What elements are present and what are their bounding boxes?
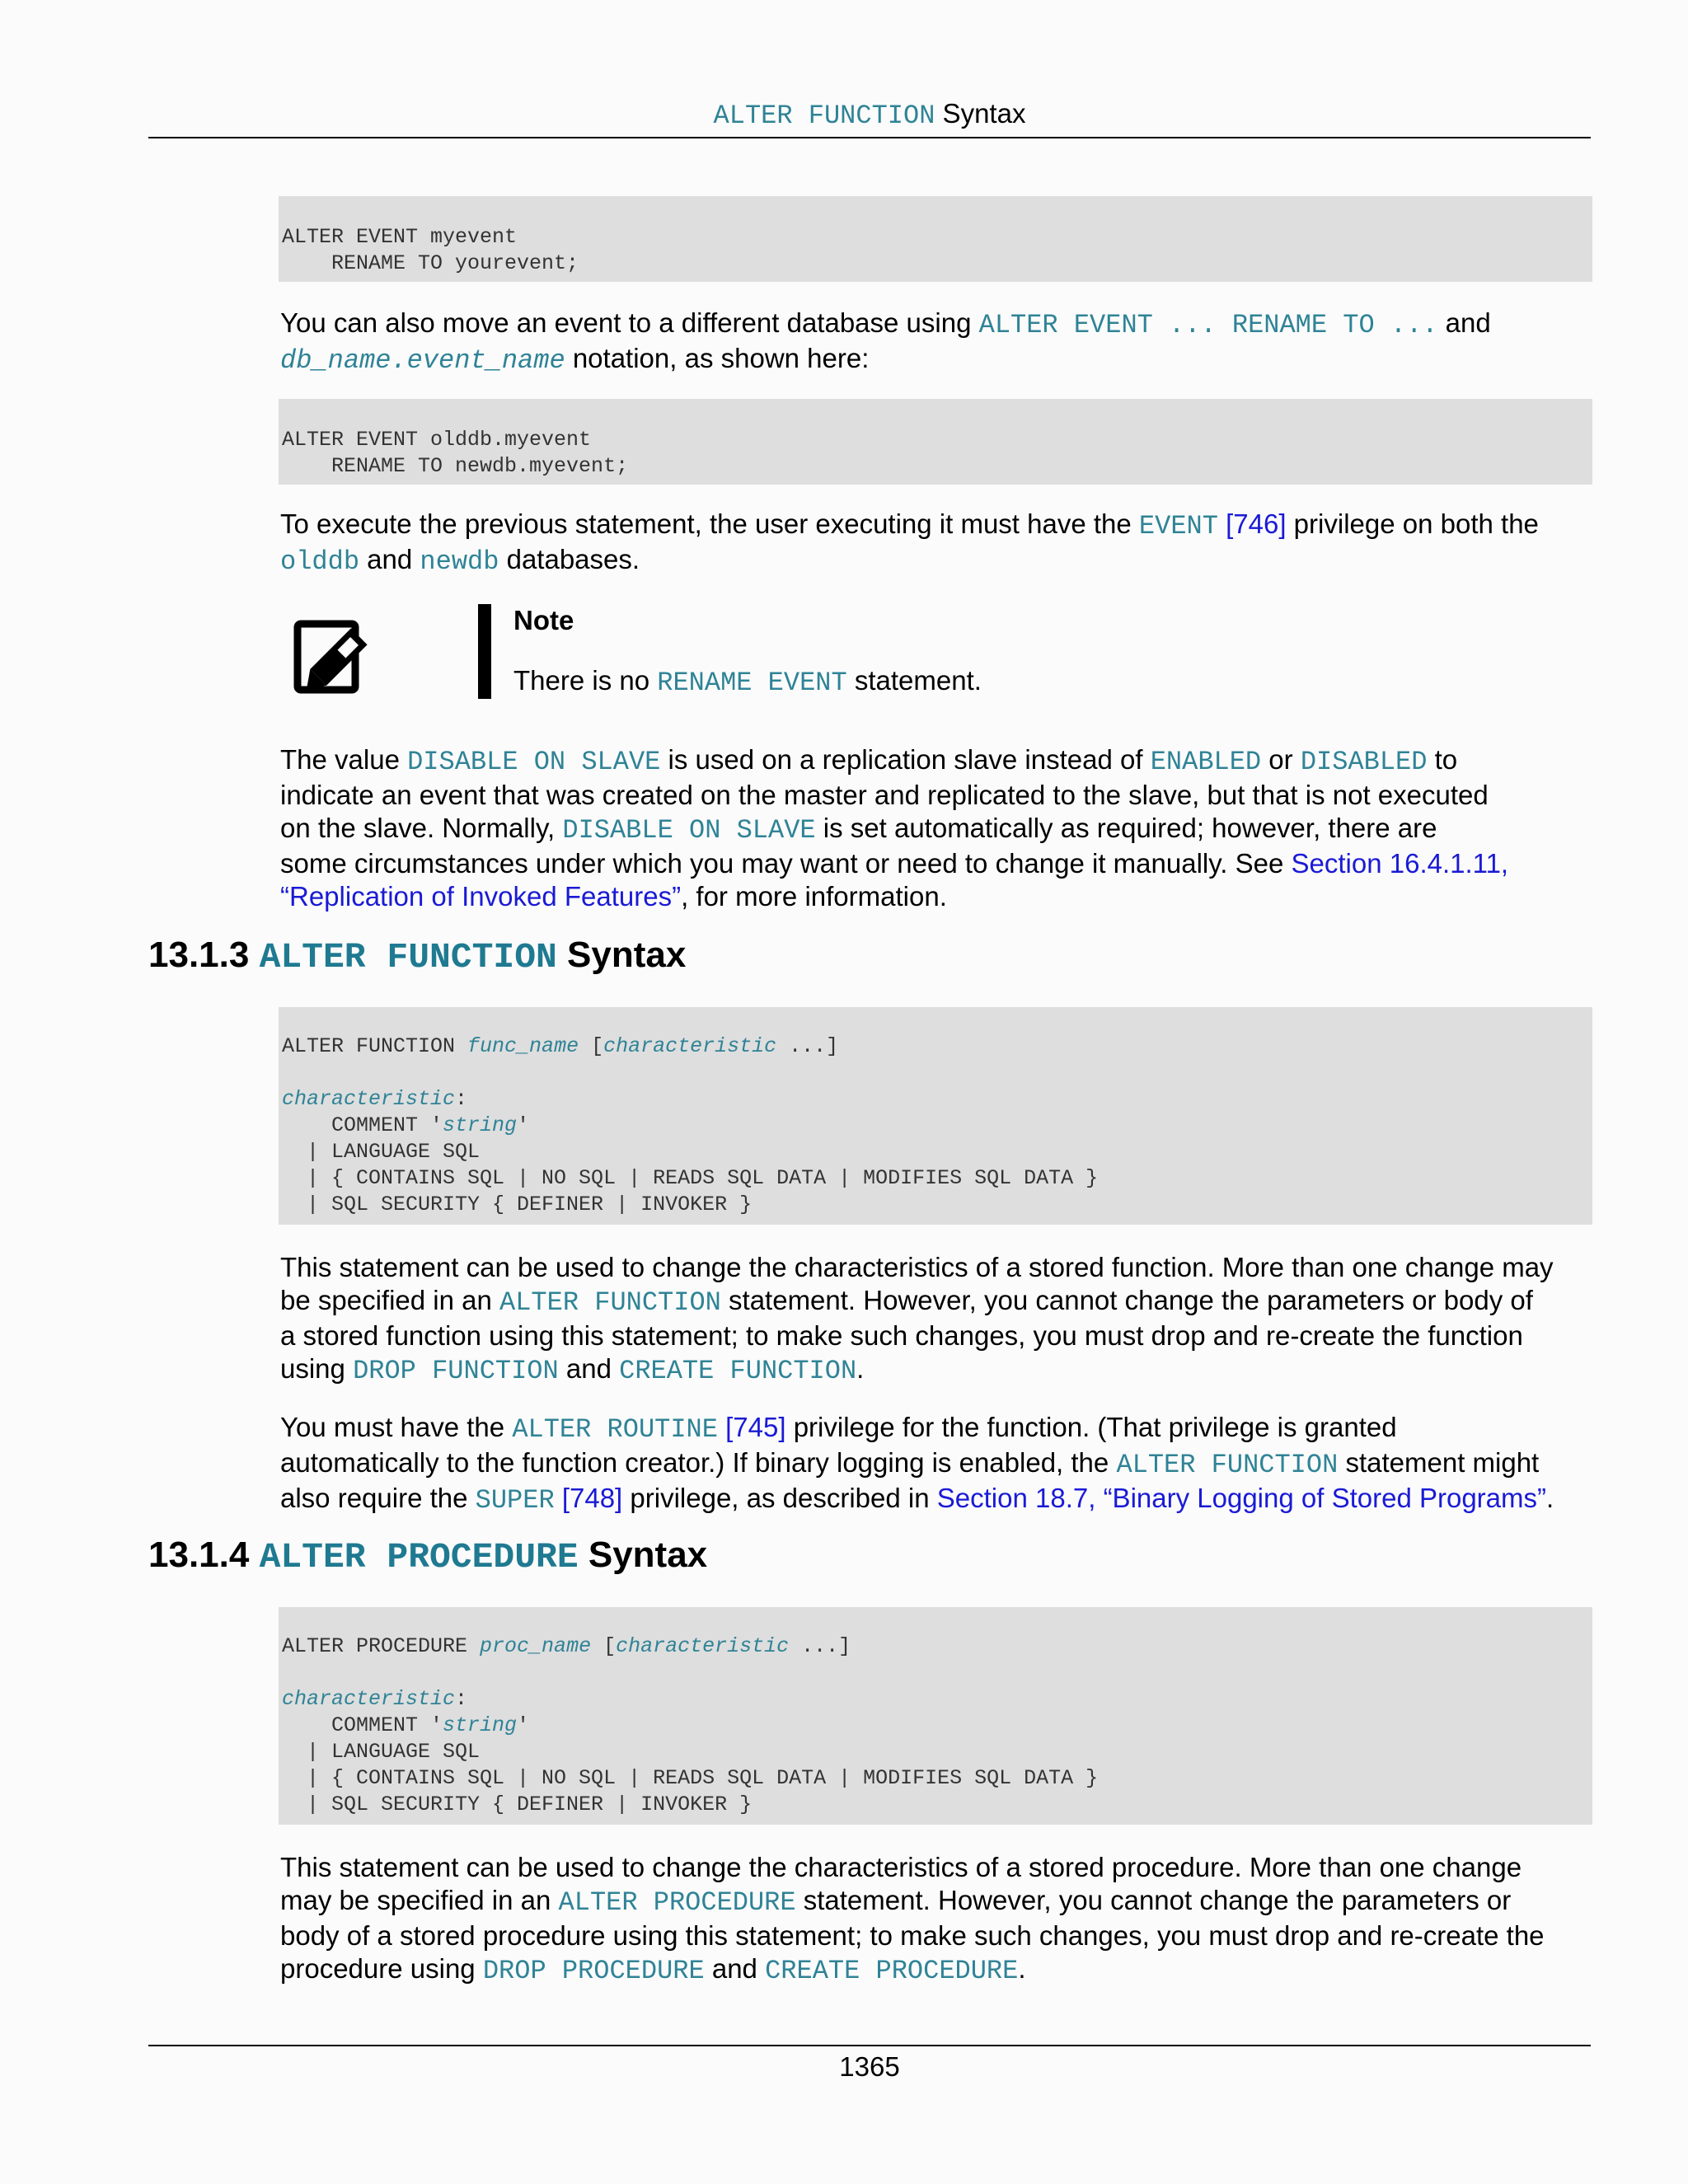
- section-heading-alter-function: [148, 933, 686, 980]
- inline-code: DISABLE ON SLAVE: [562, 815, 816, 846]
- inline-code: db_name.event_name: [280, 345, 565, 376]
- text: may be specified in an: [280, 1885, 559, 1915]
- text: statement might: [1338, 1447, 1540, 1478]
- code-text: ALTER FUNCTION func_name [characteristic ...] characteristic: COMMENT 'string' | LANGUAGE SQL | { CONTAINS SQL | NO SQL | READS SQL DATA | MODIFIES SQL DATA } | SQL SECURITY { DEFINER | INVOKER }: [282, 1034, 1099, 1216]
- text: This statement can be used to change the characteristics of a stored function. More than one change may: [280, 1252, 1554, 1282]
- text: body of a stored procedure using this statement; to make such changes, you must drop and re-create the: [280, 1920, 1545, 1951]
- text: The value: [280, 744, 408, 775]
- privilege-link[interactable]: [748]: [554, 1483, 623, 1513]
- inline-code: olddb: [280, 546, 360, 577]
- text: There is no: [513, 665, 658, 696]
- text: or: [1261, 744, 1301, 775]
- inline-code: EVENT: [1138, 511, 1218, 541]
- text: You can also move an event to a different database using: [280, 307, 979, 338]
- code-block-move-event: [279, 399, 1592, 485]
- note-pencil-icon: [293, 620, 368, 697]
- text: databases.: [499, 544, 640, 574]
- text: is set automatically as required; however, there are: [815, 813, 1437, 843]
- text: some circumstances under which you may want or need to change it manually. See: [280, 848, 1292, 879]
- running-header-text: Syntax: [935, 98, 1026, 129]
- text: indicate an event that was created on the master and replicated to the slave, but that is not executed: [280, 780, 1489, 810]
- header-divider: [148, 137, 1591, 138]
- heading-text: Syntax: [556, 935, 687, 975]
- inline-code: CREATE PROCEDURE: [765, 1956, 1019, 1986]
- inline-code: ALTER ROUTINE: [512, 1414, 718, 1445]
- section-heading-alter-procedure: [148, 1533, 707, 1580]
- paragraph-disable-on-slave: [280, 743, 1591, 913]
- inline-code: ENABLED: [1150, 747, 1262, 777]
- note-text: [513, 664, 982, 700]
- heading-code: ALTER FUNCTION: [259, 937, 557, 977]
- privilege-link[interactable]: [746]: [1217, 509, 1287, 539]
- text: statement. However, you cannot change the parameters or body of: [720, 1285, 1533, 1315]
- inline-code: ALTER FUNCTION: [499, 1287, 721, 1318]
- code-block-rename-event: [279, 196, 1592, 282]
- text: on the slave. Normally,: [280, 813, 563, 843]
- paragraph-alter-function-desc: [280, 1251, 1591, 1388]
- text: a stored function using this statement; to make such changes, you must drop and re-create the function: [280, 1320, 1523, 1351]
- paragraph-move-event: [280, 307, 1591, 377]
- text: You must have the: [280, 1412, 513, 1442]
- inline-code: RENAME EVENT: [657, 668, 847, 698]
- text: .: [1546, 1483, 1554, 1513]
- privilege-link[interactable]: [745]: [717, 1412, 786, 1442]
- text: and: [1437, 307, 1491, 338]
- inline-code: SUPER: [475, 1485, 555, 1516]
- text: to: [1427, 744, 1458, 775]
- text: and: [558, 1353, 620, 1384]
- inline-code: newdb: [420, 546, 499, 577]
- section-link[interactable]: Section 18.7, “Binary Logging of Stored Programs”: [936, 1483, 1546, 1513]
- running-header-code: ALTER FUNCTION: [713, 101, 935, 131]
- inline-code: DROP FUNCTION: [353, 1356, 559, 1386]
- text: be specified in an: [280, 1285, 500, 1315]
- section-link[interactable]: “Replication of Invoked Features”: [280, 881, 682, 912]
- inline-code: DISABLE ON SLAVE: [407, 747, 661, 777]
- text: notation, as shown here:: [565, 343, 870, 373]
- inline-code: DISABLED: [1300, 747, 1428, 777]
- code-block-alter-procedure-syntax: [279, 1607, 1592, 1825]
- text: procedure using: [280, 1953, 483, 1984]
- inline-code: DROP PROCEDURE: [482, 1956, 705, 1986]
- code-text: ALTER EVENT olddb.myevent RENAME TO newdb.myevent;: [282, 428, 629, 478]
- text: using: [280, 1353, 354, 1384]
- text: To execute the previous statement, the user executing it must have the: [280, 509, 1139, 539]
- heading-number: 13.1.4: [148, 1535, 260, 1575]
- code-text: ALTER PROCEDURE proc_name [characteristic ...] characteristic: COMMENT 'string' | LANGUAGE SQL | { CONTAINS SQL | NO SQL | READS SQL DATA | MODIFIES SQL DATA } | SQL SECURITY { DEFINER | INVOKER }: [282, 1634, 1099, 1816]
- paragraph-alter-function-privilege: [280, 1411, 1591, 1517]
- paragraph-alter-procedure-desc: [280, 1851, 1591, 1988]
- paragraph-privilege: [280, 508, 1591, 579]
- text: and: [359, 544, 420, 574]
- section-link[interactable]: Section 16.4.1.11,: [1291, 848, 1509, 879]
- text: and: [704, 1953, 766, 1984]
- text: privilege on both the: [1286, 509, 1539, 539]
- text: is used on a replication slave instead of: [660, 744, 1151, 775]
- text: This statement can be used to change the characteristics of a stored procedure. More than one change: [280, 1852, 1522, 1882]
- text: privilege for the function. (That privilege is granted: [785, 1412, 1397, 1442]
- footer-divider: [148, 2045, 1591, 2046]
- text: , for more information.: [681, 881, 947, 912]
- text: automatically to the function creator.) If binary logging is enabled, the: [280, 1447, 1117, 1478]
- note-bar: [478, 604, 491, 699]
- text: also require the: [280, 1483, 476, 1513]
- running-header: [148, 97, 1591, 133]
- heading-number: 13.1.3: [148, 935, 260, 975]
- heading-text: Syntax: [578, 1535, 708, 1575]
- inline-code: ALTER PROCEDURE: [558, 1887, 796, 1918]
- inline-code: ALTER EVENT ... RENAME TO ...: [978, 310, 1438, 340]
- note-title: Note: [513, 605, 574, 635]
- inline-code: CREATE FUNCTION: [619, 1356, 857, 1386]
- page-number: 1365: [839, 2051, 900, 2082]
- text: privilege, as described in: [622, 1483, 937, 1513]
- text: .: [856, 1353, 865, 1384]
- code-block-alter-function-syntax: [279, 1007, 1592, 1225]
- inline-code: ALTER FUNCTION: [1116, 1450, 1339, 1480]
- text: .: [1018, 1953, 1026, 1984]
- heading-code: ALTER PROCEDURE: [259, 1537, 579, 1577]
- text: statement. However, you cannot change the parameters or: [795, 1885, 1512, 1915]
- text: statement.: [846, 665, 982, 696]
- code-text: ALTER EVENT myevent RENAME TO yourevent;: [282, 225, 579, 275]
